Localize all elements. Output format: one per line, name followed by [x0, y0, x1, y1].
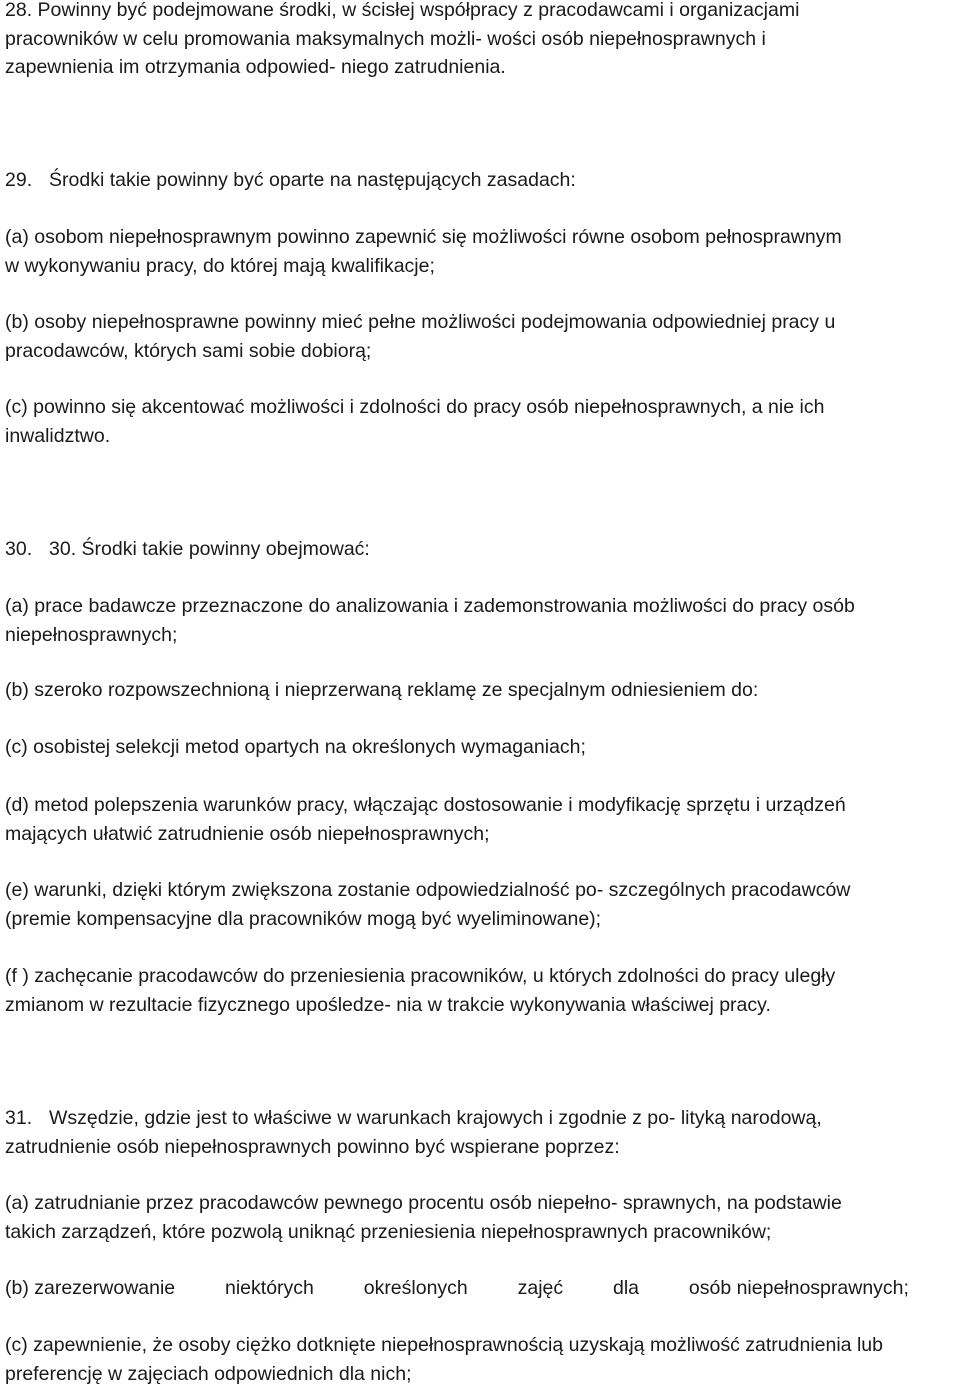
list-item-31b: (b) zarezerwowanie niektórych określonych zajęć dla osób niepełnosprawnych;	[5, 1277, 909, 1299]
paragraph-30-heading	[5, 535, 957, 564]
paragraph-heading: Wszędzie, gdzie jest to właściwe w warunkach krajowych i zgodnie z po- lityką narodową,	[49, 1107, 822, 1129]
list-item-30e: (e) warunki, dzięki którym zwiększona zostanie odpowiedzialność po- szczególnych pracodawców (premie kompensacyjne dla pracowników mogą być wyeliminowane);	[5, 879, 851, 930]
list-item-30d: (d) metod polepszenia warunków pracy, włączając dostosowanie i modyfikację sprzętu i urządzeń mających ułatwić zatrudnienie osób niepełnosprawnych;	[5, 794, 846, 845]
paragraph-28-line: zapewnienia im otrzymania odpowied- niego zatrudnienia.	[5, 56, 506, 78]
paragraph-number: 31.	[5, 1107, 33, 1129]
list-item-29b: (b) osoby niepełnosprawne powinny mieć pełne możliwości podejmowania odpowiedniej pracy u pracodawców, których sami sobie dobiorą;	[5, 311, 836, 362]
paragraph-28	[5, 0, 957, 82]
list-item-30c: (c) osobistej selekcji metod opartych na określonych wymaganiach;	[5, 736, 586, 758]
paragraph-29-heading	[5, 166, 957, 195]
paragraph-number: 29.	[5, 169, 33, 191]
list-item-31c: (c) zapewnienie, że osoby ciężko dotknięte niepełnosprawnością uzyskają możliwość zatrudnienia lub preferencję w zajęciach odpowiednich dla nich;	[5, 1334, 883, 1385]
paragraph-31-heading: 31. Wszędzie, gdzie jest to właściwe w warunkach krajowych i zgodnie z po- lityką narodową, zatrudnienie osób niepełnosprawnych powinno być wspierane poprzez:	[5, 1104, 957, 1161]
list-item-31a: (a) zatrudnianie przez pracodawców pewnego procentu osób niepełno- sprawnych, na podstawie takich zarządzeń, które pozwolą uniknąć przeniesienia niepełnosprawnych pracowników;	[5, 1192, 842, 1243]
paragraph-number: 30.	[5, 538, 33, 560]
list-item-29a: (a) osobom niepełnosprawnym powinno zapewnić się możliwości równe osobom pełnosprawnym w wykonywaniu pracy, do której mają kwalifikacje;	[5, 226, 842, 277]
paragraph-28-line: 28. Powinny być podejmowane środki, w ścisłej współpracy z pracodawcami i organizacjami	[5, 0, 800, 21]
paragraph-heading: Środki takie powinny być oparte na następujących zasadach:	[49, 169, 576, 191]
paragraph-28-line: pracowników w celu promowania maksymalnych możli- wości osób niepełnosprawnych i	[5, 27, 766, 50]
list-item-30b: (b) szeroko rozpowszechnioną i nieprzerwaną reklamę ze specjalnym odniesieniem do:	[5, 679, 759, 701]
list-item-29c: (c) powinno się akcentować możliwości i zdolności do pracy osób niepełnosprawnych, a nie ich inwalidztwo.	[5, 396, 825, 447]
list-item-30a: (a) prace badawcze przeznaczone do analizowania i zademonstrowania możliwości do pracy osób niepełnosprawnych;	[5, 595, 855, 646]
paragraph-heading: 30. Środki takie powinny obejmować:	[49, 538, 370, 560]
list-item-30f: (f ) zachęcanie pracodawców do przeniesienia pracowników, u których zdolności do pracy uległy zmianom w rezultacie fizycznego upośledze- nia w trakcie wykonywania właściwej pracy.	[5, 965, 836, 1016]
